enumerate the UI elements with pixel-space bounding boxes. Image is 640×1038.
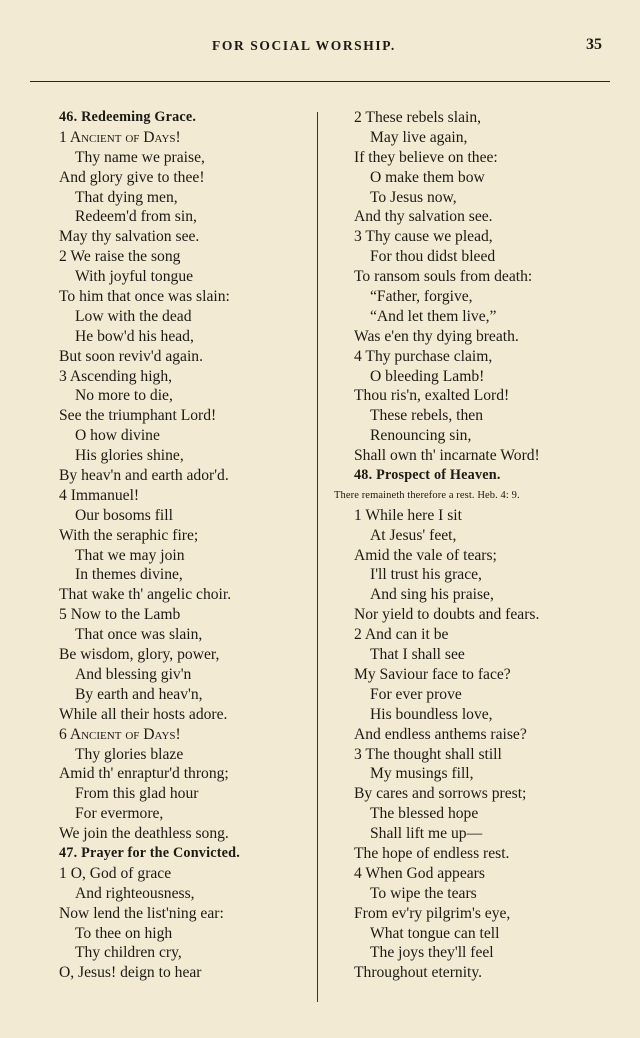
verse-line: To ransom souls from death: [354, 268, 533, 286]
verse-line: And glory give to thee! [59, 168, 205, 186]
header-rule [30, 81, 610, 82]
verse-line: Shall own th' incarnate Word! [354, 447, 540, 465]
verse-line: Shall lift me up— [370, 825, 483, 843]
verse-line: 2 We raise the song [59, 248, 181, 266]
verse-line: 6 Ancient of Days! [59, 725, 181, 743]
verse-line: Low with the dead [75, 307, 192, 325]
verse-line: Throughout eternity. [354, 964, 483, 982]
verse-line: My musings fill, [370, 765, 474, 783]
scripture-epigraph: There remaineth therefore a rest. Heb. 4: 9. [334, 489, 520, 501]
verse-line: 4 When God appears [354, 864, 485, 882]
verse-line: We join the deathless song. [59, 825, 229, 843]
verse-line: 4 Immanuel! [59, 486, 140, 504]
verse-line: He bow'd his head, [75, 327, 194, 345]
verse-line: My Saviour face to face? [354, 665, 511, 683]
page-header [0, 36, 640, 58]
verse-line: By heav'n and earth ador'd. [59, 467, 229, 485]
verse-line: And blessing giv'n [75, 665, 192, 683]
verse-line: By cares and sorrows prest; [354, 785, 527, 803]
verse-line: To Jesus now, [370, 188, 457, 206]
verse-line: Renouncing sin, [370, 427, 472, 445]
verse-line: O make them bow [370, 168, 485, 186]
verse-line: 5 Now to the Lamb [59, 606, 181, 624]
verse-line: O bleeding Lamb! [370, 367, 485, 385]
verse-line: 1 O, God of grace [59, 864, 172, 882]
verse-line: The joys they'll feel [370, 944, 494, 962]
verse-line: Thy children cry, [75, 944, 182, 962]
column-divider [317, 112, 318, 1002]
verse-line: His boundless love, [370, 705, 493, 723]
verse-line: Was e'en thy dying breath. [354, 327, 519, 345]
page-number: 35 [586, 36, 602, 53]
verse-line: O, Jesus! deign to hear [59, 964, 202, 982]
hymn-title: 48. Prospect of Heaven. [354, 467, 501, 484]
verse-line: 4 Thy purchase claim, [354, 347, 493, 365]
verse-line: And righteousness, [75, 884, 195, 902]
verse-line: O how divine [75, 427, 160, 445]
verse-line: That wake th' angelic choir. [59, 586, 232, 604]
verse-line: For ever prove [370, 685, 462, 703]
verse-line: For evermore, [75, 805, 164, 823]
verse-line: 1 Ancient of Days! [59, 128, 181, 146]
hymn-title: 46. Redeeming Grace. [59, 109, 197, 125]
verse-line: Our bosoms fill [75, 506, 173, 524]
verse-line: That dying men, [75, 188, 178, 206]
verse-line: At Jesus' feet, [370, 526, 457, 544]
verse-line: 3 Ascending high, [59, 367, 173, 385]
verse-line: What tongue can tell [370, 924, 500, 942]
verse-line: While all their hosts adore. [59, 705, 228, 723]
verse-line: 3 The thought shall still [354, 745, 502, 763]
verse-line: May thy salvation see. [59, 228, 200, 246]
verse-line: “And let them live,” [370, 307, 497, 325]
verse-line: Amid th' enraptur'd throng; [59, 765, 229, 783]
verse-line: That I shall see [370, 646, 465, 664]
verse-line: But soon reviv'd again. [59, 347, 203, 365]
verse-line: And sing his praise, [370, 586, 494, 604]
verse-line: With joyful tongue [75, 268, 194, 286]
verse-line: “Father, forgive, [370, 288, 473, 306]
verse-line: With the seraphic fire; [59, 526, 199, 544]
verse-line: The blessed hope [370, 805, 479, 823]
verse-line: The hope of endless rest. [354, 844, 510, 862]
verse-line: To wipe the tears [370, 884, 477, 902]
verse-line: May live again, [370, 128, 468, 146]
verse-line: By earth and heav'n, [75, 685, 203, 703]
verse-line: Now lend the list'ning ear: [59, 904, 224, 922]
right-column [334, 108, 614, 983]
verse-line: From this glad hour [75, 785, 199, 803]
verse-line: 3 Thy cause we plead, [354, 228, 493, 246]
verse-line: From ev'ry pilgrim's eye, [354, 904, 511, 922]
left-column [59, 108, 311, 983]
running-head: FOR SOCIAL WORSHIP. [212, 38, 396, 53]
verse-line: Redeem'd from sin, [75, 208, 197, 226]
verse-line: That we may join [75, 546, 185, 564]
verse-line: And endless anthems raise? [354, 725, 527, 743]
verse-line: His glories shine, [75, 447, 184, 465]
verse-line: In themes divine, [75, 566, 183, 584]
verse-line: Thy name we praise, [75, 148, 205, 166]
verse-line: Thou ris'n, exalted Lord! [354, 387, 510, 405]
verse-line: Nor yield to doubts and fears. [354, 606, 540, 624]
verse-line: Thy glories blaze [75, 745, 184, 763]
verse-line: Amid the vale of tears; [354, 546, 497, 564]
hymn-title: 47. Prayer for the Convicted. [59, 844, 241, 861]
verse-line: Be wisdom, glory, power, [59, 646, 220, 664]
verse-line: If they believe on thee: [354, 148, 498, 166]
verse-line: And thy salvation see. [354, 208, 493, 226]
verse-line: 1 While here I sit [354, 506, 462, 524]
verse-line: That once was slain, [75, 626, 203, 644]
verse-line: 2 These rebels slain, [354, 109, 482, 126]
verse-line: For thou didst bleed [370, 248, 496, 266]
verse-line: To him that once was slain: [59, 288, 230, 306]
verse-line: No more to die, [75, 387, 173, 405]
verse-line: These rebels, then [370, 407, 484, 425]
verse-line: To thee on high [75, 924, 173, 942]
verse-line: See the triumphant Lord! [59, 407, 217, 425]
verse-line: 2 And can it be [354, 626, 449, 644]
verse-line: I'll trust his grace, [370, 566, 482, 584]
